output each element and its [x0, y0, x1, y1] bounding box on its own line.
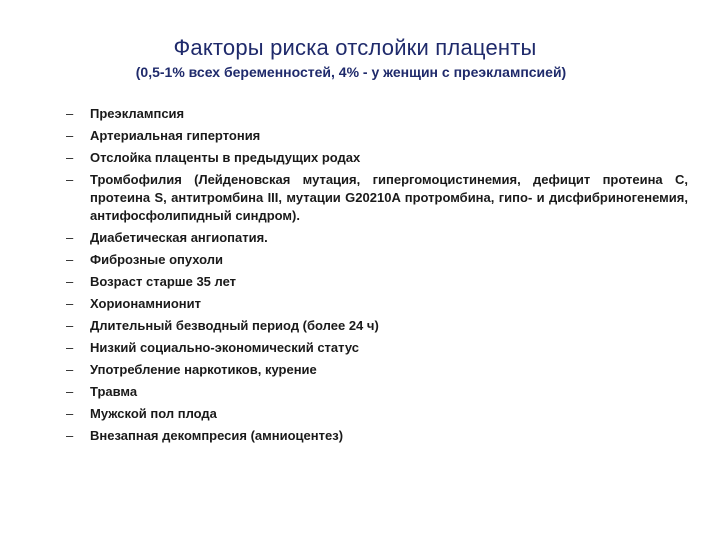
list-item	[66, 251, 688, 269]
list-item-text: Внезапная декомпресия (амниоцентез)	[90, 428, 344, 443]
list-item-text: Низкий социально-экономический статус	[90, 340, 359, 355]
bullet-dash: –	[66, 428, 74, 443]
bullet-dash: –	[66, 172, 74, 187]
list-item	[66, 383, 688, 401]
bullet-dash: –	[66, 340, 74, 355]
list-item-text: Длительный безводный период (более 24 ч)	[90, 318, 379, 333]
slide-subtitle: (0,5-1% всех беременностей, 4% - у женщин с преэклампсией)	[135, 64, 567, 80]
list-item	[66, 317, 688, 335]
bullet-dash: –	[66, 274, 74, 289]
bullet-dash: –	[66, 384, 74, 399]
list-item	[66, 361, 688, 379]
bullet-dash: –	[66, 230, 74, 245]
list-item-text: Хорионамнионит	[90, 296, 202, 311]
list-item-text: Диабетическая ангиопатия.	[90, 230, 268, 245]
list-item	[66, 339, 688, 357]
list-item-text: Фиброзные опухоли	[90, 252, 224, 267]
list-item-text: Тромбофилия (Лейденовская мутация, гипергомоцистинемия, дефицит протеина С, протеина S, антитромбина III, мутации G20210A протромбина, гипо- и дисфибриногенемия, антифосфолипидный синдром).	[90, 172, 688, 223]
list-item-text: Употребление наркотиков, курение	[90, 362, 317, 377]
bullet-dash: –	[66, 362, 74, 377]
list-item	[66, 229, 688, 247]
list-item-text: Мужской пол плода	[90, 406, 217, 421]
list-item	[66, 405, 688, 423]
list-item-text: Артериальная гипертония	[90, 128, 261, 143]
list-item	[66, 171, 688, 225]
list-item-text: Возраст старше 35 лет	[90, 274, 237, 289]
bullet-dash: –	[66, 296, 74, 311]
list-item-text: Травма	[90, 384, 138, 399]
list-item-text: Отслойка плаценты в предыдущих родах	[90, 150, 361, 165]
bullet-dash: –	[66, 252, 74, 267]
bullet-dash: –	[66, 106, 74, 121]
list-item	[66, 105, 688, 123]
bullet-dash: –	[66, 318, 74, 333]
bullet-dash: –	[66, 128, 74, 143]
list-item-text: Преэклампсия	[90, 106, 185, 121]
slide-title: Факторы риска отслойки плаценты	[173, 35, 537, 60]
list-item	[66, 273, 688, 291]
list-item	[66, 149, 688, 167]
bullet-dash: –	[66, 406, 74, 421]
list-item	[66, 127, 688, 145]
list-item	[66, 295, 688, 313]
risk-factor-list	[66, 105, 688, 449]
list-item	[66, 427, 688, 445]
bullet-dash: –	[66, 150, 74, 165]
